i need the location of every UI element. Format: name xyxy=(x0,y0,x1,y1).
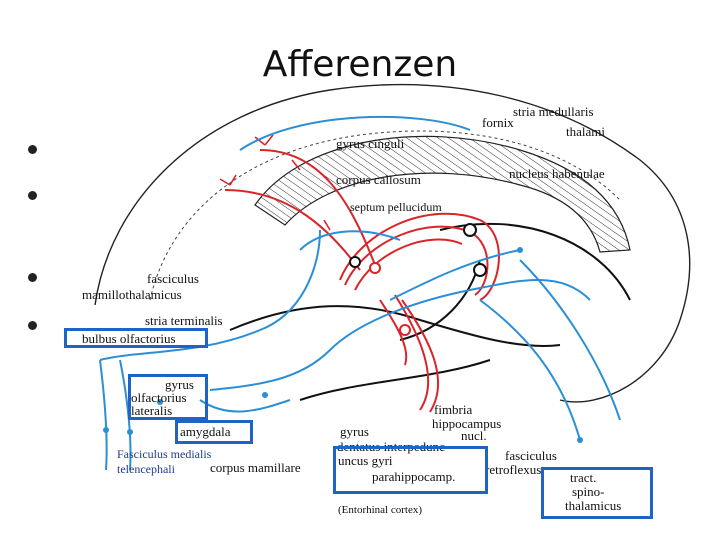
caption-entorhinal-cortex: (Entorhinal cortex) xyxy=(338,504,422,516)
label-fornix: fornix xyxy=(482,115,514,130)
label-corpus-callosum: corpus callosum xyxy=(336,172,421,187)
red-pathways xyxy=(225,150,499,412)
label-amygdala: amygdala xyxy=(180,424,231,439)
label-parahippocamp: parahippocamp. xyxy=(372,469,456,484)
caption-line-2: telencephali xyxy=(117,462,175,476)
label-nucl: nucl. xyxy=(461,428,487,443)
label-gyrus-2: gyrus xyxy=(340,424,369,439)
label-fasciculus: fasciculus xyxy=(147,271,199,286)
highlight-box-uncus-parahippocamp xyxy=(333,446,488,494)
label-thalamicus: thalamicus xyxy=(565,498,622,513)
highlight-box-gyrus-olfactorius-lateralis xyxy=(128,374,208,420)
label-spino: spino- xyxy=(572,484,605,499)
label-gyrus-cinguli: gyrus cinguli xyxy=(336,136,405,151)
black-pathways xyxy=(230,224,630,400)
corpus-callosum-shape xyxy=(255,136,630,252)
label-uncus-gyri: uncus gyri xyxy=(338,453,393,468)
slide-title: Afferenzen xyxy=(262,44,458,85)
label-stria-medullaris: stria medullaris xyxy=(513,104,594,119)
highlight-box-tract-spinothalamicus xyxy=(541,467,653,519)
caption-fasciculus-medialis xyxy=(117,447,211,477)
caption-line-1: Fasciculus medialis xyxy=(117,447,212,461)
label-bulbus-olfactorius: bulbus olfactorius xyxy=(82,331,176,346)
highlight-box-bulbus-olfactorius xyxy=(64,328,208,348)
label-fasciculus-2: fasciculus xyxy=(505,448,557,463)
label-gyrus: gyrus xyxy=(165,377,194,392)
label-hippocampus: hippocampus xyxy=(432,416,502,431)
label-tract: tract. xyxy=(570,470,597,485)
label-fimbria: fimbria xyxy=(434,402,473,417)
label-stria-terminalis: stria terminalis xyxy=(145,313,223,328)
label-septum-pellucidum: septum pellucidum xyxy=(350,200,442,214)
label-olfactorius: olfactorius xyxy=(131,390,187,405)
label-mamillothalamicus: mamillothalamicus xyxy=(82,287,182,302)
label-thalami: thalami xyxy=(566,124,605,139)
highlight-box-amygdala xyxy=(175,420,253,444)
label-nucleus-habenulae: nucleus habenulae xyxy=(509,166,605,181)
label-dentatus-interpedunc: dentatus interpedunc xyxy=(337,439,445,454)
label-retroflexus: retroflexus xyxy=(485,462,542,477)
label-corpus-mamillare: corpus mamillare xyxy=(210,460,301,475)
label-lateralis: lateralis xyxy=(131,403,173,418)
